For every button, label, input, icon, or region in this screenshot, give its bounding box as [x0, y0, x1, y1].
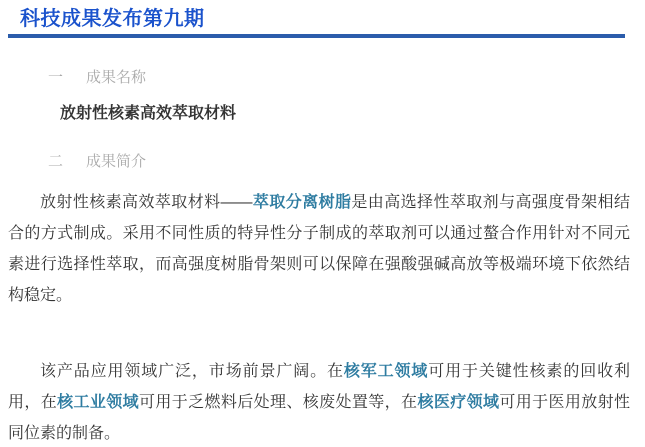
achievement-name: 放射性核素高效萃取材料: [60, 105, 237, 122]
paragraph-text: 可用于关键性核素的回收利用，在: [8, 363, 630, 411]
section-label: 成果名称: [86, 69, 147, 86]
section-number: 二: [48, 153, 65, 170]
title-underline-rule: [8, 34, 625, 38]
page-title: 科技成果发布第九期: [20, 8, 205, 30]
section-label: 成果简介: [86, 153, 147, 170]
paragraph-text: 是由高选择性萃取剂与高强度骨架相结合的方式制成。采用不同性质的特异性分子制成的萃取剂可以通过螯合作用针对不同元素进行选择性萃取，而高强度树脂骨架则可以保障在强酸强碱高放等极端环境下依然结构稳定。: [8, 194, 630, 304]
section-heading-name: [0, 70, 645, 86]
highlight-nuclear-industry-field: 核工业领域: [57, 394, 140, 411]
paragraph-text: 可用于医用放射性同位素的制备。: [8, 394, 630, 442]
paragraph-text: 放射性核素高效萃取材料——: [40, 194, 253, 211]
intro-paragraph-2: [8, 356, 630, 447]
intro-paragraph-1: [8, 187, 630, 311]
paragraph-text: 可用于乏燃料后处理、核废处置等，在: [139, 394, 418, 411]
highlight-nuclear-military-field: 核军工领域: [343, 363, 429, 380]
section-heading-intro: [0, 154, 645, 170]
paragraph-text: 该产品应用领域广泛，市场前景广阔。在: [40, 363, 344, 380]
highlight-nuclear-medical-field: 核医疗领域: [417, 394, 500, 411]
highlight-extraction-resin: 萃取分离树脂: [252, 194, 352, 211]
section-number: 一: [48, 69, 65, 86]
